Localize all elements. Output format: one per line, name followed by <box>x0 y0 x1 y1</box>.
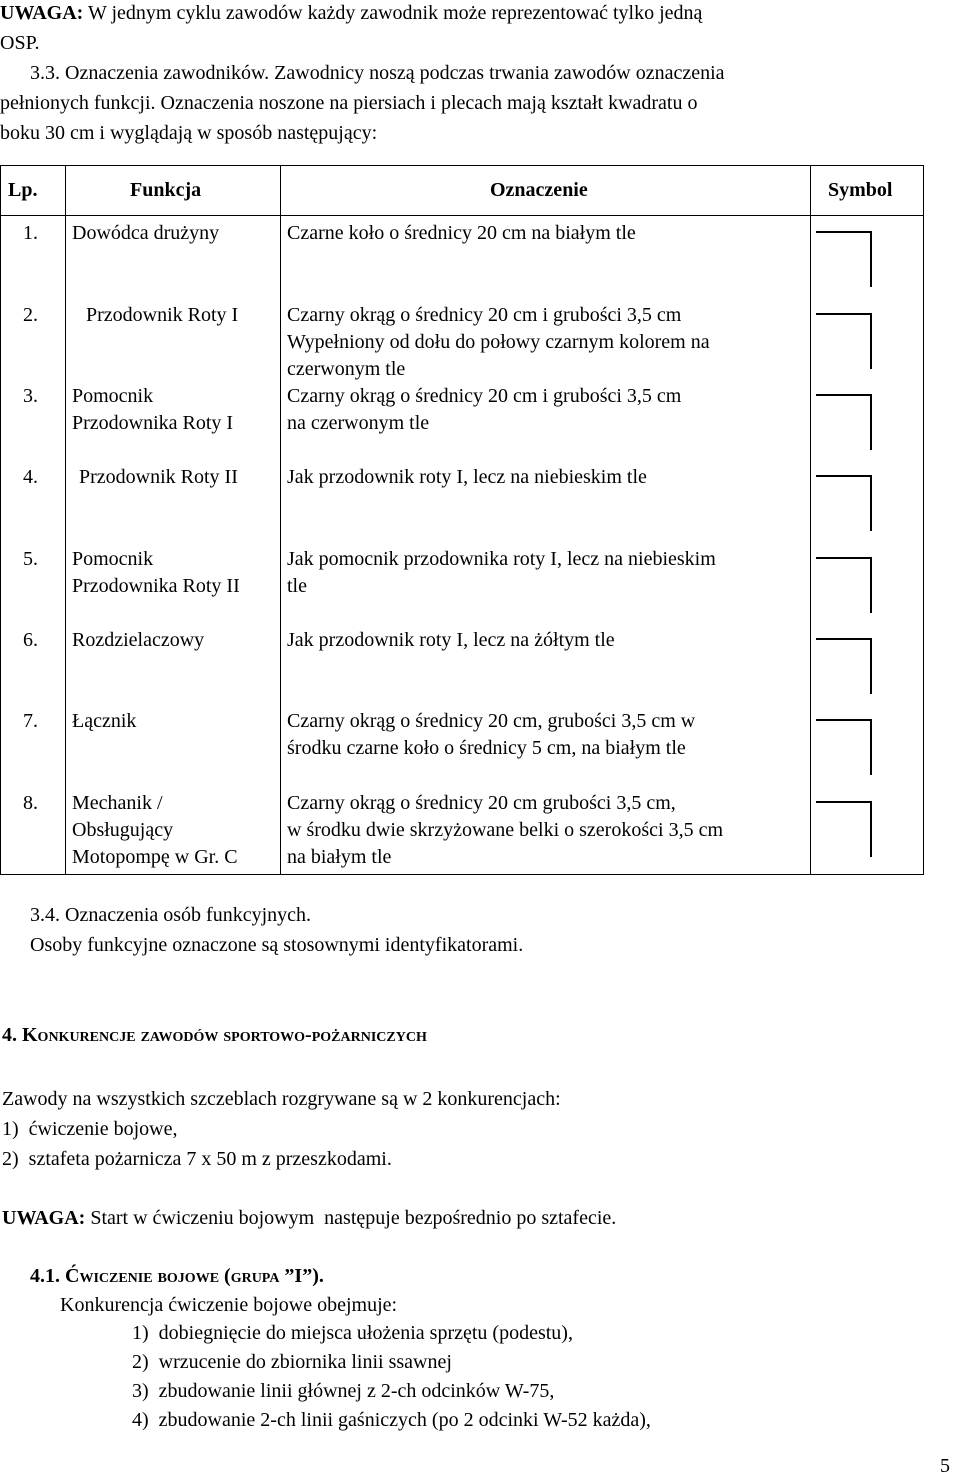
symbol-box <box>816 231 872 287</box>
warning-text: W jednym cyklu zawodów każdy zawodnik może reprezentować tylko jedną <box>83 2 703 24</box>
section-4-heading <box>2 1024 427 1047</box>
list-item: 2) sztafeta pożarnicza 7 x 50 m z przeszkodami. <box>2 1148 392 1170</box>
row-oznaczenie: w środku dwie skrzyżowane belki o szerokości 3,5 cm <box>287 819 723 841</box>
list-item: 2) wrzucenie do zbiornika linii ssawnej <box>132 1351 452 1373</box>
row-funkcja: Pomocnik <box>72 548 154 570</box>
section-3-3-heading: 3.3. Oznaczenia zawodników. Zawodnicy noszą podczas trwania zawodów oznaczenia <box>30 62 725 84</box>
warning-label: UWAGA: <box>2 1207 86 1229</box>
row-lp: 4. <box>23 466 38 488</box>
row-funkcja: Przodownik Roty II <box>79 466 238 488</box>
row-funkcja: Przodownika Roty I <box>72 412 234 434</box>
row-oznaczenie: tle <box>287 575 307 597</box>
symbol-box <box>816 557 872 613</box>
row-oznaczenie: Jak pomocnik przodownika roty I, lecz na niebieskim <box>287 548 716 570</box>
header-lp: Lp. <box>8 179 38 201</box>
row-funkcja: Obsługujący <box>72 819 174 841</box>
row-oznaczenie: na czerwonym tle <box>287 412 430 434</box>
row-oznaczenie: na białym tle <box>287 846 392 868</box>
warning-text: Start w ćwiczeniu bojowym następuje bezpośrednio po sztafecie. <box>85 1207 617 1229</box>
row-lp: 1. <box>23 222 38 244</box>
row-lp: 3. <box>23 385 38 407</box>
list-item: 1) dobiegnięcie do miejsca ułożenia sprzętu (podestu), <box>132 1322 573 1344</box>
row-lp: 2. <box>23 304 38 326</box>
row-oznaczenie: Jak przodownik roty I, lecz na żółtym tle <box>287 629 615 651</box>
warning-line <box>0 2 702 25</box>
row-funkcja: Łącznik <box>72 710 137 732</box>
row-lp: 8. <box>23 792 38 814</box>
section-3-4-text: Osoby funkcyjne oznaczone są stosownymi identyfikatorami. <box>30 934 524 956</box>
section-3-4-title: 3.4. Oznaczenia osób funkcyjnych. <box>30 904 312 926</box>
header-oznaczenie: Oznaczenie <box>490 179 588 201</box>
section-4-intro: Zawody na wszystkich szczeblach rozgrywane są w 2 konkurencjach: <box>2 1088 561 1110</box>
list-item: 1) ćwiczenie bojowe, <box>2 1118 178 1140</box>
row-oznaczenie: czerwonym tle <box>287 358 406 380</box>
intro-line-2: pełnionych funkcji. Oznaczenia noszone na piersiach i plecach mają kształt kwadratu o <box>0 92 698 114</box>
symbol-box <box>816 801 872 857</box>
section-4-1-title: 4.1. Ćwiczenie bojowe (grupa ”I”). <box>30 1265 324 1287</box>
warning-label: UWAGA: <box>0 2 84 24</box>
header-symbol: Symbol <box>828 179 893 201</box>
row-funkcja: Przodownik Roty I <box>86 304 239 326</box>
row-funkcja: Przodownika Roty II <box>72 575 240 597</box>
section-4-title: Konkurencje zawodów sportowo-pożarniczych <box>22 1024 427 1046</box>
symbol-box <box>816 719 872 775</box>
row-oznaczenie: Jak przodownik roty I, lecz na niebieskim tle <box>287 466 647 488</box>
warning-cont: OSP. <box>0 32 40 54</box>
section-4-warning <box>2 1207 616 1230</box>
intro-line-3: boku 30 cm i wyglądają w sposób następujący: <box>0 122 378 144</box>
symbol-box <box>816 313 872 369</box>
row-oznaczenie: Czarny okrąg o średnicy 20 cm i grubości 3,5 cm <box>287 304 682 326</box>
row-funkcja: Pomocnik <box>72 385 154 407</box>
row-lp: 5. <box>23 548 38 570</box>
row-oznaczenie: Wypełniony od dołu do połowy czarnym kolorem na <box>287 331 710 353</box>
row-oznaczenie: środku czarne koło o średnicy 5 cm, na białym tle <box>287 737 686 759</box>
row-funkcja: Motopompę w Gr. C <box>72 846 238 868</box>
row-funkcja: Dowódca drużyny <box>72 222 220 244</box>
list-item: 3) zbudowanie linii głównej z 2-ch odcinków W-75, <box>132 1380 555 1402</box>
section-4-1-intro: Konkurencja ćwiczenie bojowe obejmuje: <box>60 1294 398 1316</box>
page-number: 5 <box>940 1455 950 1477</box>
markings-table <box>0 165 960 875</box>
symbol-box <box>816 475 872 531</box>
row-oznaczenie: Czarne koło o średnicy 20 cm na białym tle <box>287 222 636 244</box>
row-lp: 6. <box>23 629 38 651</box>
row-oznaczenie: Czarny okrąg o średnicy 20 cm, grubości 3,5 cm w <box>287 710 696 732</box>
header-funkcja: Funkcja <box>130 179 202 201</box>
row-funkcja: Mechanik / <box>72 792 163 814</box>
section-4-number: 4. <box>2 1024 22 1046</box>
symbol-box <box>816 394 872 450</box>
symbol-box <box>816 638 872 694</box>
row-lp: 7. <box>23 710 38 732</box>
list-item: 4) zbudowanie 2-ch linii gaśniczych (po 2 odcinki W-52 każda), <box>132 1409 651 1431</box>
row-funkcja: Rozdzielaczowy <box>72 629 205 651</box>
row-oznaczenie: Czarny okrąg o średnicy 20 cm i grubości 3,5 cm <box>287 385 682 407</box>
row-oznaczenie: Czarny okrąg o średnicy 20 cm grubości 3,5 cm, <box>287 792 676 814</box>
